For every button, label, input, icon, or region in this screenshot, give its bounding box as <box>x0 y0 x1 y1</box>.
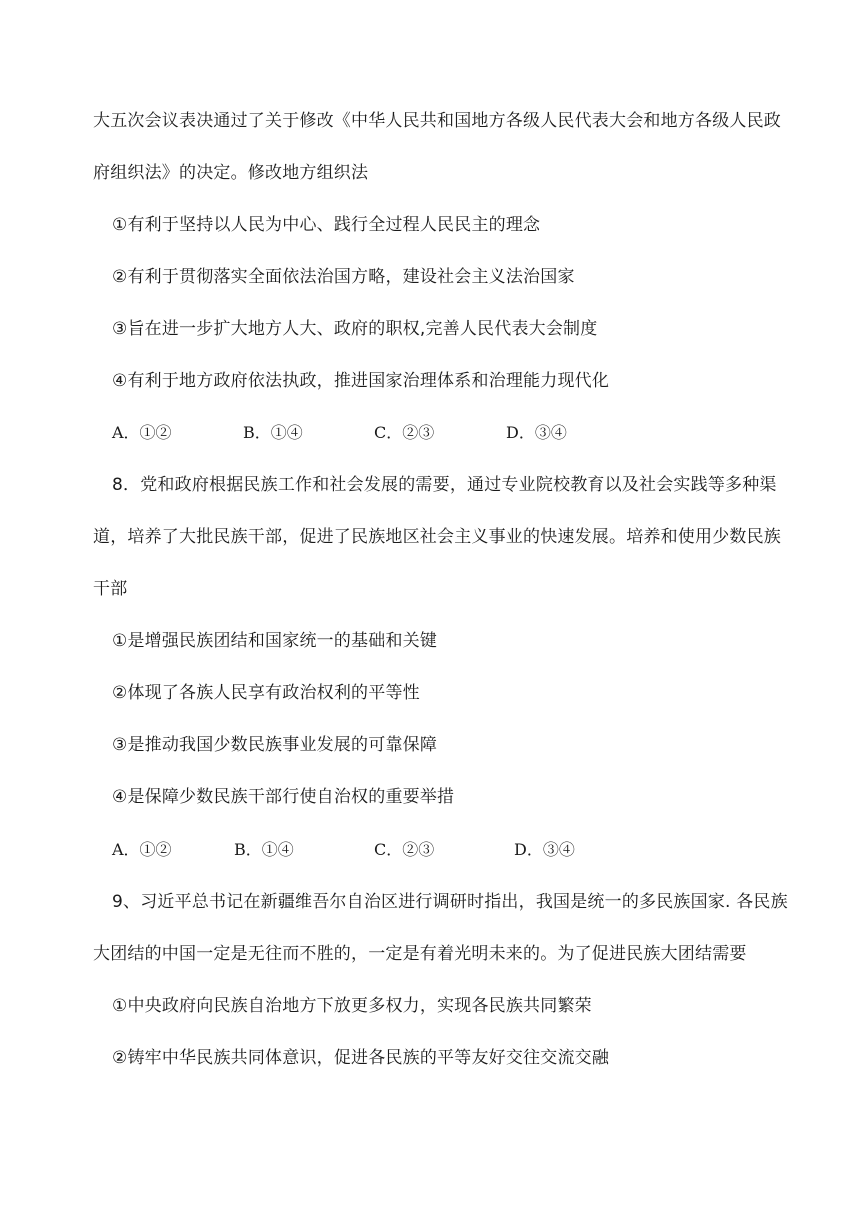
q7-option-c: C．②③ <box>374 423 435 442</box>
q9-stem-line1: 9、习近平总书记在新疆维吾尔自治区进行调研时指出，我国是统一的多民族国家. 各民族 <box>112 892 788 912</box>
q8-statement-3: ③是推动我国少数民族事业发展的可靠保障 <box>112 735 438 755</box>
q8-option-c: C．②③ <box>374 840 435 859</box>
q9-stem-line2: 大团结的中国一定是无往而不胜的，一定是有着光明未来的。为了促进民族大团结需要 <box>93 944 747 964</box>
q7-statement-4: ④有利于地方政府依法执政，推进国家治理体系和治理能力现代化 <box>112 371 610 391</box>
q8-statement-1: ①是增强民族团结和国家统一的基础和关键 <box>112 631 438 651</box>
q8-option-b: B．①④ <box>234 840 294 859</box>
q7-statement-2: ②有利于贯彻落实全面依法治国方略，建设社会主义法治国家 <box>112 267 575 287</box>
q8-stem-line3: 干部 <box>93 579 128 599</box>
q9-statement-1: ①中央政府向民族自治地方下放更多权力，实现各民族共同繁荣 <box>112 996 592 1016</box>
q8-stem-line1: 8．党和政府根据民族工作和社会发展的需要，通过专业院校教育以及社会实践等多种渠 <box>112 475 777 495</box>
q7-option-a: A．①② <box>112 423 172 442</box>
q8-stem-line2: 道，培养了大批民族干部，促进了民族地区社会主义事业的快速发展。培养和使用少数民族 <box>93 527 781 547</box>
q7-statement-3: ③旨在进一步扩大地方人大、政府的职权,完善人民代表大会制度 <box>112 319 598 339</box>
q7-option-b: B．①④ <box>243 423 303 442</box>
q8-option-d: D．③④ <box>514 840 575 859</box>
q9-statement-2: ②铸牢中华民族共同体意识，促进各民族的平等友好交往交流交融 <box>112 1048 610 1068</box>
q7-statement-1: ①有利于坚持以人民为中心、践行全过程人民民主的理念 <box>112 215 541 235</box>
q8-option-a: A．①② <box>112 840 172 859</box>
q8-statement-2: ②体现了各族人民享有政治权利的平等性 <box>112 683 420 703</box>
q7-stem-line2: 府组织法》的决定。修改地方组织法 <box>93 163 369 183</box>
q8-statement-4: ④是保障少数民族干部行使自治权的重要举措 <box>112 787 455 807</box>
q7-stem-line1: 大五次会议表决通过了关于修改《中华人民共和国地方各级人民代表大会和地方各级人民政 <box>93 111 781 131</box>
q7-option-d: D．③④ <box>506 423 567 442</box>
